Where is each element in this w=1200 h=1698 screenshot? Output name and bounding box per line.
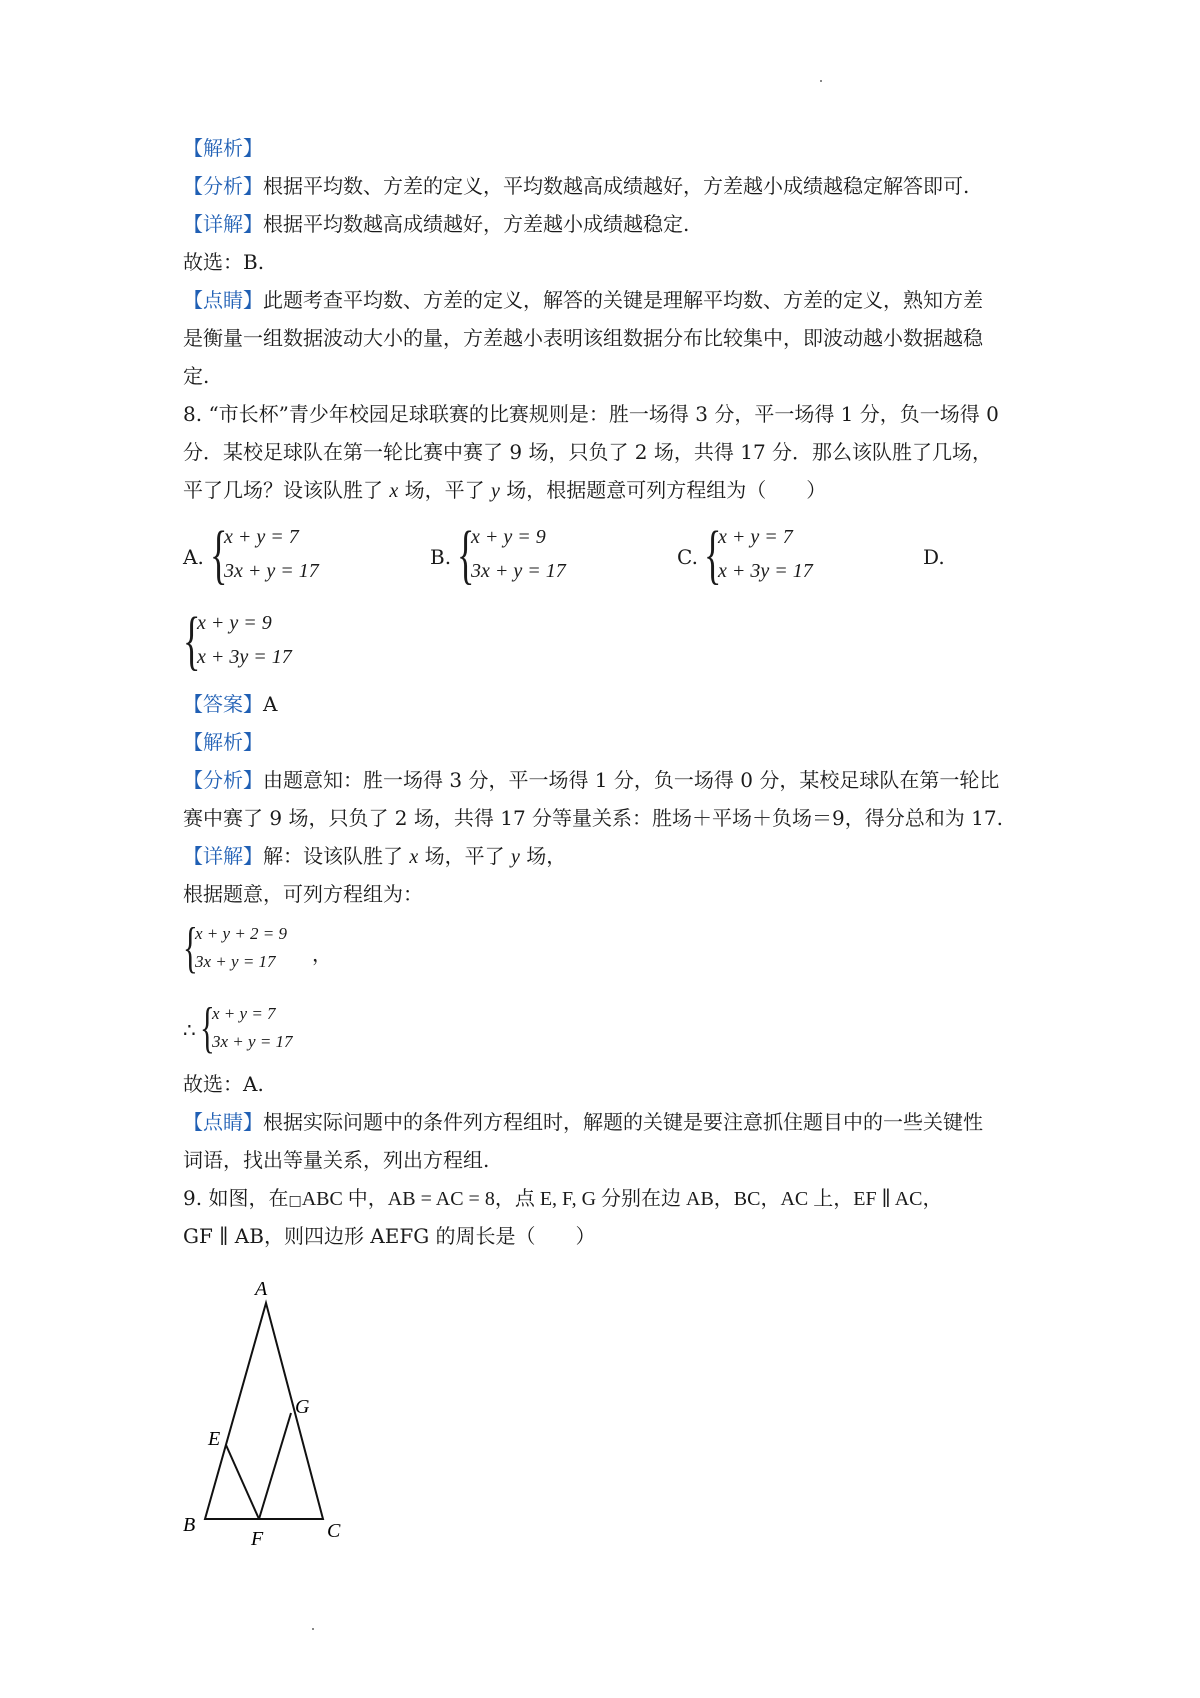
option-d-system: { x + y = 9 x + 3y = 17 [183, 604, 292, 677]
therefore-symbol: ∴ [183, 1018, 196, 1042]
scan-speck-bottom [312, 1628, 314, 1630]
option-c-label: C. [677, 545, 698, 569]
xiangjie-line: 【详解】根据平均数越高成绩越好，方差越小成绩越稳定. [183, 212, 690, 236]
q8-setup: 根据题意，可列方程组为： [183, 882, 423, 906]
triangle-figure [175, 1265, 365, 1555]
option-a-system: { x + y = 7 3x + y = 17 [210, 518, 319, 591]
fenxi-line: 【分析】根据平均数、方差的定义，平均数越高成绩越好，方差越小成绩越稳定解答即可. [183, 174, 970, 198]
q8-choice: 故选：A. [183, 1072, 264, 1096]
q8-dianjing-1: 【点睛】根据实际问题中的条件列方程组时，解题的关键是要注意抓住题目中的一些关键性 [183, 1110, 983, 1134]
label-a: A [255, 1278, 268, 1300]
dianjing-line: 【点睛】此题考查平均数、方差的定义，解答的关键是理解平均数、方差的定义，熟知方差 [183, 288, 983, 312]
label-b: B [183, 1514, 196, 1536]
choice-line: 故选：B. [183, 250, 265, 274]
segment-ef [226, 1445, 259, 1519]
option-c-system: { x + y = 7 x + 3y = 17 [704, 518, 813, 591]
option-b-system: { x + y = 9 3x + y = 17 [457, 518, 566, 591]
dianjing-line-2: 是衡量一组数据波动大小的量，方差越小表明该组数据分布比较集中，即波动越小数据越稳 [183, 326, 983, 350]
dianjing-line-3: 定. [183, 364, 210, 388]
option-b-label: B. [430, 545, 452, 569]
q8-stem-1: 8. “市长杯”青少年校园足球联赛的比赛规则是：胜一场得 3 分，平一场得 1 分，负一场得 0 [183, 402, 999, 426]
label-g: G [295, 1396, 310, 1418]
q8-fenxi-1: 【分析】由题意知：胜一场得 3 分，平一场得 1 分，负一场得 0 分，某校足球队在第一轮比 [183, 768, 1000, 792]
label-e: E [208, 1428, 221, 1450]
q8-stem-3: 平了几场？设该队胜了 x 场，平了 y 场，根据题意可列方程组为（ ） [183, 478, 827, 502]
label-f: F [251, 1528, 264, 1550]
system-1-comma: ， [312, 942, 332, 966]
q8-jiexi-heading: 【解析】 [183, 730, 263, 754]
label-c: C [327, 1520, 341, 1542]
q9-stem-1: 9. 如图，在□ABC 中，AB = AC = 8，点 E, F, G 分别在边 AB，BC，AC 上，EF ∥ AC， [183, 1186, 943, 1210]
q8-dianjing-2: 词语，找出等量关系，列出方程组. [183, 1148, 490, 1172]
scan-speck [820, 80, 822, 82]
solution-system-2: { x + y = 7 3x + y = 17 [200, 997, 293, 1059]
q8-xiangjie: 【详解】解：设该队胜了 x 场，平了 y 场， [183, 844, 567, 868]
jiexi-heading: 【解析】 [183, 136, 263, 160]
answer-line: 【答案】A [183, 692, 278, 716]
option-a-label: A. [183, 545, 204, 569]
q9-stem-2: GF ∥ AB，则四边形 AEFG 的周长是（ ） [183, 1224, 596, 1248]
q8-fenxi-2: 赛中赛了 9 场，只负了 2 场，共得 17 分等量关系：胜场＋平场＋负场＝9，得分总和为 17. [183, 806, 1003, 830]
q8-stem-2: 分．某校足球队在第一轮比赛中赛了 9 场，只负了 2 场，共得 17 分．那么该队胜了几场， [183, 440, 993, 464]
option-d-label: D. [923, 545, 945, 569]
segment-fg [259, 1413, 291, 1519]
solution-system-1: { x + y + 2 = 9 3x + y = 17 [183, 917, 288, 979]
